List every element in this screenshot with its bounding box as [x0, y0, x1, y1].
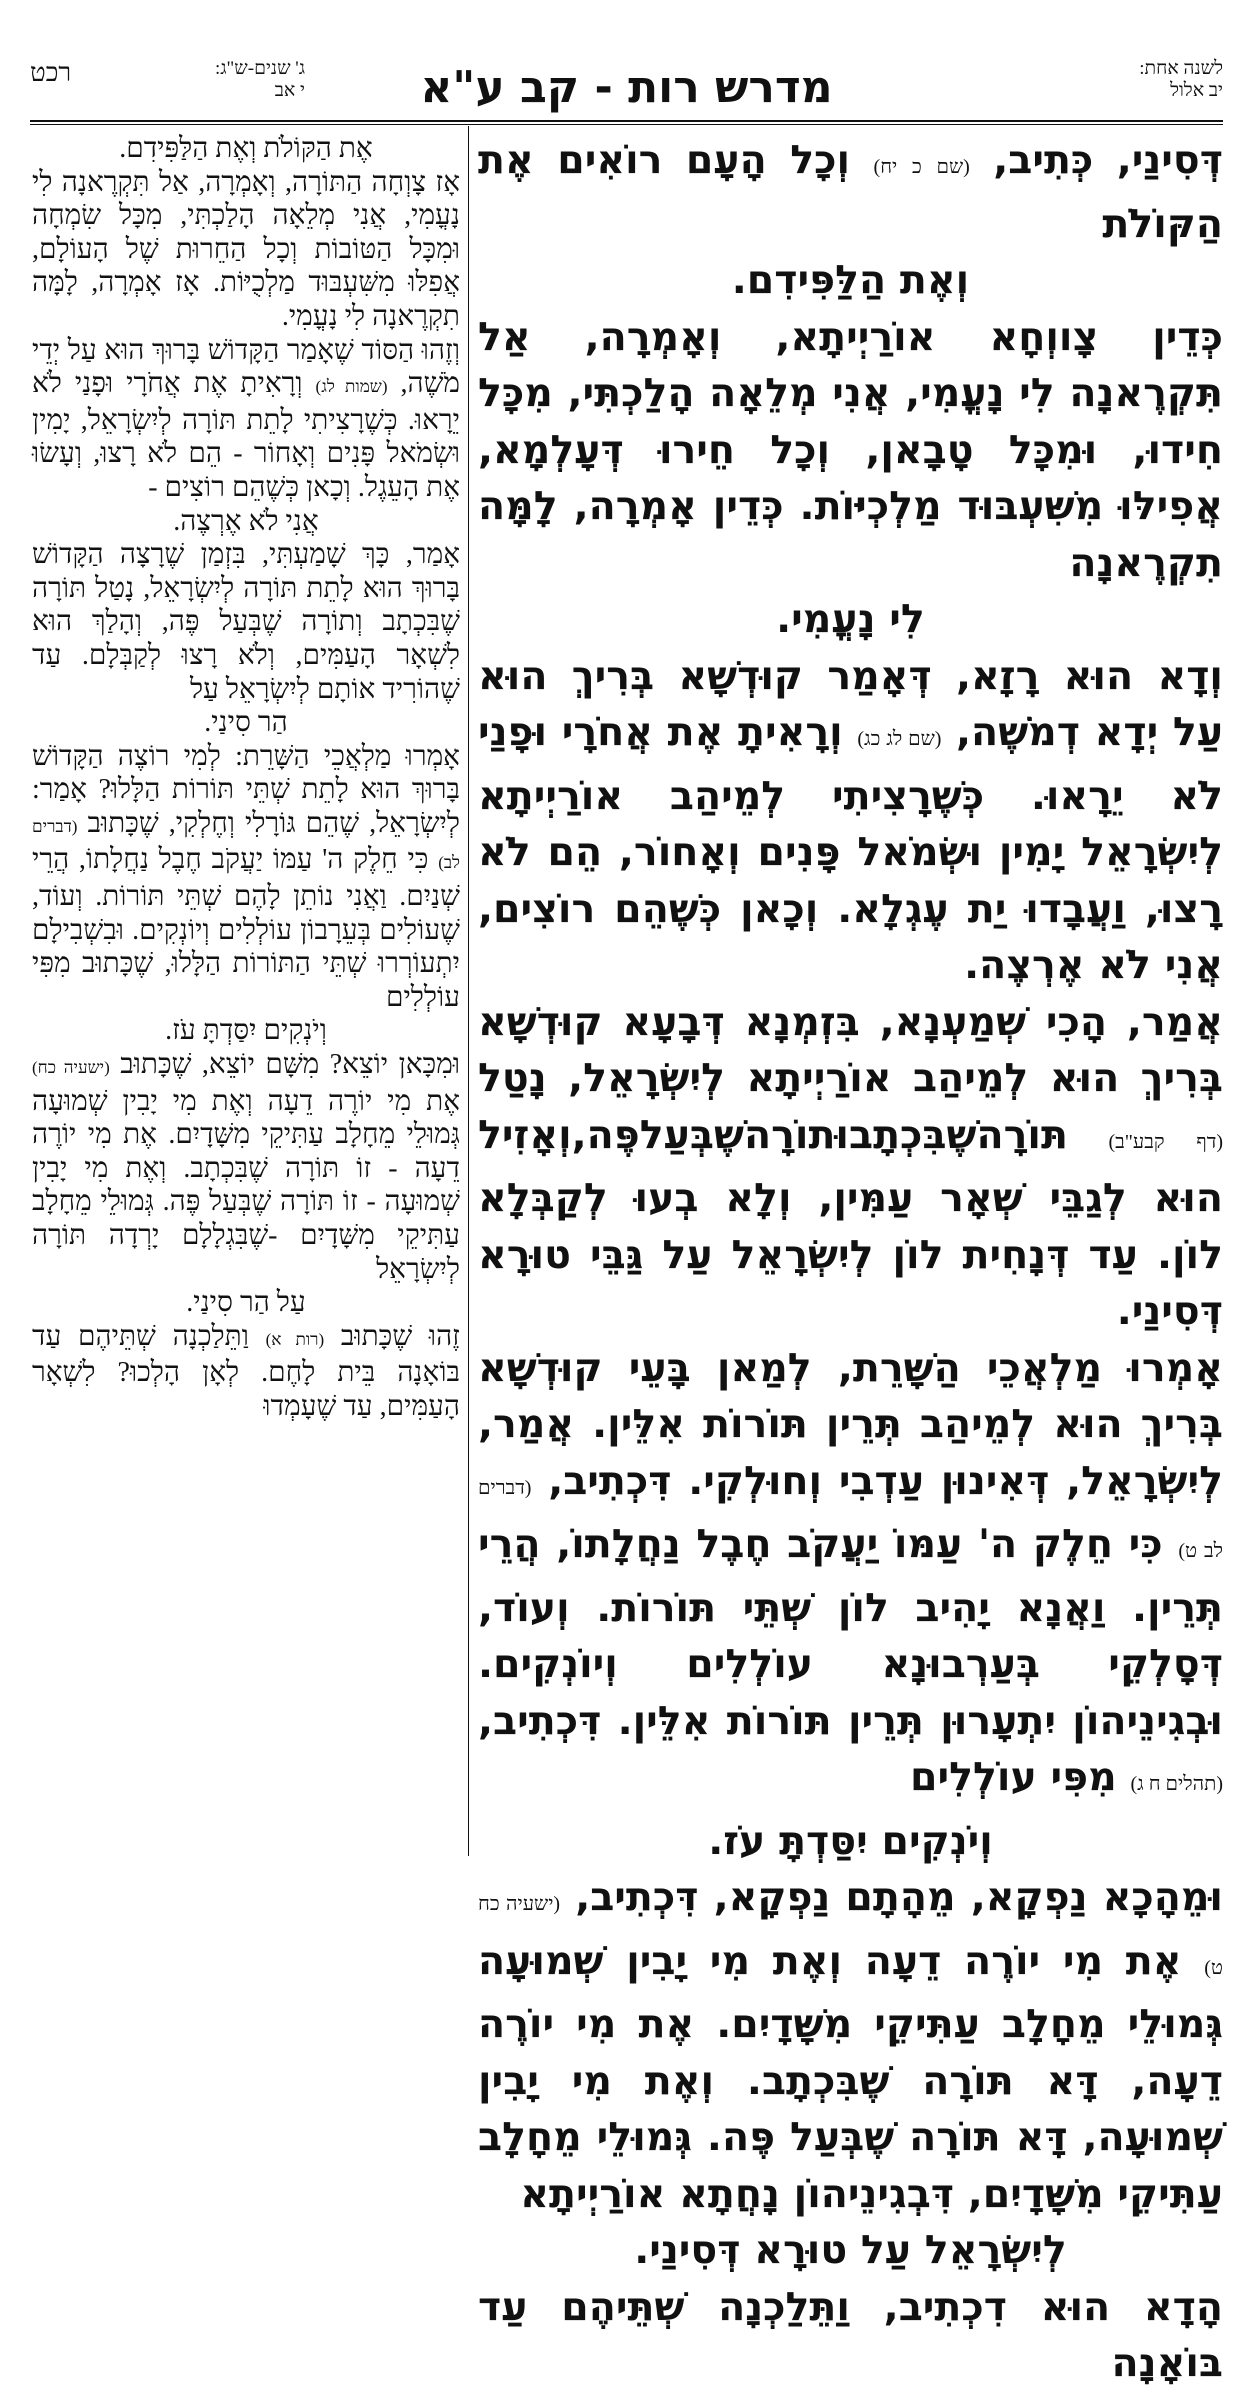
translation-text: כִּי חֵלֶק ה' עַמּוֹ יַעֲקֹב חֶבֶל נַחֲלָתוֹ, הֲרֵי שְׁנַיִם. וַאֲנִי נוֹתֵן לָהֶם שְׁתֵּי תּוֹרוֹת. וְעוֹד, שֶׁעוֹלִים בְּעֵרָבוֹן עוֹלְלִים וְיוֹנְקִים. וּבִשְׁבִילָם יִתְעוֹרְרוּ שְׁתֵּי הַתּוֹרוֹת הַלָּלוּ, שֶׁכָּתוּב מִפִּי עוֹלְלִים: [32, 844, 460, 1013]
header-rule-thin: [30, 124, 1223, 125]
header-rule: [30, 120, 1223, 122]
main-text: תּוֹרָהשֶׁבִּכְתָבוּתוֹרָהשֶׁבְּעַלפֶּה,וְאָזִיל הוּא לְגַבֵּי שְׁאָר עַמִּין, וְלָא בְעוּ לְקַבְּלָא לוֹן. עַד דְּנָחִית לוֹן לְיִשְׂרָאֵל עַל גַּבֵּי טוּרָא דְּסִינַי.: [478, 1111, 1223, 1334]
main-text: אָמְרוּ מַלְאֲכֵי הַשָּׁרֵת, לְמַאן בָּעֵי קוּדְשָׁא בְּרִיךְ הוּא לְמֵיהַב תְּרֵין תּוֹרוֹת אִלֵּין. אֲמַר, לְיִשְׂרָאֵל, דְּאִינוּן עַדְבִי וְחוּלְקִי. דִּכְתִיב,: [478, 1344, 1223, 1504]
header-three-years-date: י אב: [274, 80, 305, 101]
page-number: רכט: [30, 58, 72, 87]
main-paragraph-end: וְיֹנְקִים יִסַּדְתָּ עֹז.: [708, 1817, 993, 1864]
verse-reference: (תהלים ח ג): [1130, 1773, 1223, 1795]
main-paragraph: [478, 1340, 1223, 1813]
verse-reference: (דברים לב): [32, 816, 460, 873]
main-text: וְדָא הוּא רָזָא, דְּאָמַר קוּדְשָׁא בְּרִיךְ הוּא עַל יְדָא דְמֹשֶׁה,: [478, 652, 1223, 755]
main-paragraph-end: וְאֶת הַלַּפִּידִם.: [731, 257, 970, 303]
translation-paragraph-end: אֲנִי לֹא אֶרְצֶה.: [173, 505, 319, 537]
main-text: אֲמַר, הָכִי שְׁמַעְנָא, בִּזְמְנָא דְּבָעָא קוּדְשָׁא בְּרִיךְ הוּא לְמֵיהַב אוֹרַיְיתָא לְיִשְׂרָאֵל, נָטַל: [478, 998, 1223, 1101]
column-divider: [468, 126, 469, 1856]
main-text: וְרָאִיתָ אֶת אֲחֹרָי וּפָנַי לֹא יֵרָאוּ. כְּשֶׁרָצִיתִי לְמֵיהַב אוֹרַיְיתָא לְיִשְׂרָאֵל יָמִין וּשְׂמֹאל פָּנִים וְאָחוֹר, הֵם לֹא רָצוּ, וַעֲבָדוּ יַת עֶגְלָא. וְכָאן כְּשֶׁהֵם רוֹצִים, אֲנִי לֹא אֶרְצֶה.: [478, 709, 1223, 988]
main-text: כִּי חֵלֶק ה' עַמּוֹ יַעֲקֹב חֶבֶל נַחֲלָתוֹ, הֲרֵי תְּרֵין. וַאֲנָא יָהִיב לוֹן שְׁתֵּי תּוֹרוֹת. וְעוֹד, דְּסָלְקֵי בְּעַרְבוּנָא עוֹלְלִים וְיוֹנְקִים. וּבְגִינֵיהוֹן יִתְעָרוּן תְּרֵין תּוֹרוֹת אִלֵּין. דִּכְתִיב,: [478, 1521, 1223, 1744]
verse-reference: (ישעיה כח ט): [478, 1893, 1223, 1979]
header-one-year-label: לשנה אחת:: [1139, 58, 1223, 79]
main-text: וְכָל הָעָם רוֹאִים אֶת הַקּוֹלֹת: [478, 137, 1223, 247]
translation-paragraph: [32, 1048, 460, 1286]
translation-paragraph: אָז צָוְחָה הַתּוֹרָה, וְאָמְרָה, אַל תִּקְרֶאנָה לִי נָעֳמִי, אֲנִי מְלֵאָה הָלַכְתִּי, מִכָּל שִׂמְחָה וּמִכָּל הַטּוֹבוֹת וְכָל הַחֵרוּת שֶׁל הָעוֹלָם, אֲפִלּוּ מִשִּׁעְבּוּד מַלְכֻיּוֹת. אָז אָמְרָה, לָמָּה תִקְרֶאנָה לִי נָעֳמִי.: [32, 166, 460, 332]
main-paragraph: כְּדֵין צָווְחָא אוֹרַיְיתָא, וְאָמְרָה, אַל תִּקְרֶאנָה לִי נָעֳמִי, אֲנִי מְלֵאָה הָלַכְתִּי, מִכָּל חִידוּ, וּמִכָּל טָבָאן, וְכָל חֵירוּ דְּעָלְמָא, אֲפִילּוּ מִשִּׁעְבּוּד מַלְכְיּוֹת. כְּדֵין אָמְרָה, לָמָּה תִקְרֶאנָה: [478, 313, 1223, 586]
translation-paragraph: [32, 740, 460, 1015]
translation-paragraph-end: אֶת הַקּוֹלֹת וְאֶת הַלַּפִּידִם.: [119, 133, 373, 164]
verse-reference: (רות א): [265, 1329, 325, 1349]
verse-reference: (שם לג כג): [857, 728, 942, 750]
main-paragraph: [478, 1869, 1223, 2222]
page-header: [30, 58, 1223, 122]
page-reference: (דף קבע"ב): [1108, 1130, 1224, 1153]
translation-text: אָמְרוּ מַלְאֲכֵי הַשָּׁרֵת: לְמִי רוֹצֶה הַקָּדוֹשׁ בָּרוּךְ הוּא לָתֵת שְׁתֵּי תּוֹרוֹת הַלָּלוּ? אָמַר: לְיִשְׂרָאֵל, שֶׁהֵם גּוֹרָלִי וְחֶלְקִי, שֶׁכָּתוּב: [32, 740, 460, 839]
translation-paragraph-end: וְיֹנְקִים יִסַּדְתָּ עֹז.: [165, 1015, 327, 1047]
page-title: מדרש רות - קב ע"א: [420, 62, 833, 113]
translation-text: זֶהוּ שֶׁכָּתוּב: [324, 1320, 460, 1352]
header-three-years-label: ג' שנים-ש"ג:: [215, 58, 305, 79]
main-paragraph: [478, 132, 1223, 252]
translation-paragraph: אָמַר, כָּךְ שָׁמַעְתִּי, בִּזְמַן שֶׁרָצָה הַקָּדוֹשׁ בָּרוּךְ הוּא לָתֵת תּוֹרָה לְיִשְׂרָאֵל, נָטַל תּוֹרָה שֶׁבִּכְתָב וְתוֹרָה שֶׁבְּעַל פֶּה, וְהָלַךְ הוּא לִשְׁאָר הָעַמִּים, וְלֹא רָצוּ לְקַבְּלָם. עַד שֶׁהוֹרִיד אוֹתָם לְיִשְׂרָאֵל עַל: [32, 539, 460, 705]
main-paragraph: [478, 648, 1223, 994]
verse-reference: (ישעיה כח): [32, 1058, 110, 1078]
main-paragraph-end: לִי נָעֳמִי.: [776, 596, 925, 642]
main-paragraph: הָדָא הוּא דִכְתִיב, וַתֵּלַכְנָה שְׁתֵּיהֶם עַד בּוֹאָנָה: [478, 2283, 1223, 2386]
main-text: אֶת מִי יוֹרֶה דֵעָה וְאֶת מִי יָבִין שְׁמוּעָה גְּמוּלֵי מֵחָלָב עַתִּיקֵי מִשָּׁדָיִם. אֶת מִי יוֹרֶה דֵעָה, דָּא תּוֹרָה שֶׁבִּכְתָב. וְאֶת מִי יָבִין שְׁמוּעָה, דָּא תּוֹרָה שֶׁבְּעַל פֶּה. גְּמוּלֵי מֵחָלָב עַתִּיקֵי מִשָּׁדָיִם, דִּבְגִינֵיהוֹן נָחֲתָא אוֹרַיְיתָא: [478, 1937, 1223, 2217]
translation-text: וְרָאִיתָ אֶת אֲחֹרָי וּפָנַי לֹא יֵרָאוּ. כְּשֶׁרָצִיתִי לָתֵת תּוֹרָה לְיִשְׂרָאֵל, יָמִין וּשְׂמֹאל פָּנִים וְאָחוֹר - הֵם לֹא רָצוּ, וְעָשׂוּ אֶת הָעֵגֶל. וְכָאן כְּשֶׁהֵם רוֹצִים -: [32, 368, 460, 503]
translation-paragraph: [32, 1320, 460, 1424]
translation-text: אֶת מִי יוֹרֶה דֵעָה וְאֶת מִי יָבִין שְׁמוּעָה גְּמוּלֵי מֵחָלָב עַתִּיקֵי מִשָּׁדָיִם. אֶת מִי יוֹרֶה דֵעָה - זוֹ תּוֹרָה שֶׁבִּכְתָב. וְאֶת מִי יָבִין שְׁמוּעָה - זוֹ תּוֹרָה שֶׁבְּעַל פֶּה. גְּמוּלֵי מֵחָלָב עַתִּיקֵי מִשָּׁדָיִם -שֶׁבִּגְלָלָם יָרְדָה תּוֹרָה לְיִשְׂרָאֵל: [32, 1085, 460, 1285]
translation-text: וְזֶהוּ הַסּוֹד שֶׁאָמַר הַקָּדוֹשׁ בָּרוּךְ הוּא עַל יְדֵי מֹשֶׁה,: [32, 334, 461, 400]
header-one-year-date: יב אלול: [1170, 80, 1223, 101]
main-text-column: [478, 132, 1223, 2392]
translation-text: וּמִכָּאן יוֹצֵא? מִשָּׁם יוֹצֵא, שֶׁכָּתוּב: [109, 1049, 460, 1081]
verse-reference: (שם כ יח): [873, 156, 970, 178]
main-paragraph-end: לְיִשְׂרָאֵל עַל טוּרָא דְּסִינַי.: [634, 2227, 1067, 2273]
main-text: מִפִּי עוֹלְלִים: [909, 1754, 1131, 1800]
verse-reference: (שמות לג): [315, 377, 388, 397]
verse-reference: (דברים לב ט): [478, 1476, 1223, 1562]
main-paragraph: [478, 994, 1223, 1340]
header-date-three-years: [125, 58, 305, 102]
translation-paragraph-end: עַל הַר סִינַי.: [186, 1287, 306, 1319]
translation-column: [32, 132, 460, 1424]
translation-paragraph-end: הַר סִינַי.: [204, 707, 288, 739]
main-text: דְּסִינַי, כְּתִיב,: [969, 137, 1223, 183]
translation-text: וַתֵּלַכְנָה שְׁתֵּיהֶם עַד בּוֹאָנָה בֵּית לָחֶם. לְאָן הָלְכוּ? לִשְׁאָר הָעַמִּים, עַד שֶׁעָמְדוּ: [32, 1320, 460, 1422]
translation-paragraph: [32, 334, 460, 505]
main-text: וּמֵהָכָא נַפְקָא, מֵהָתָם נַפְקָא, דִּכְתִיב,: [560, 1874, 1223, 1920]
